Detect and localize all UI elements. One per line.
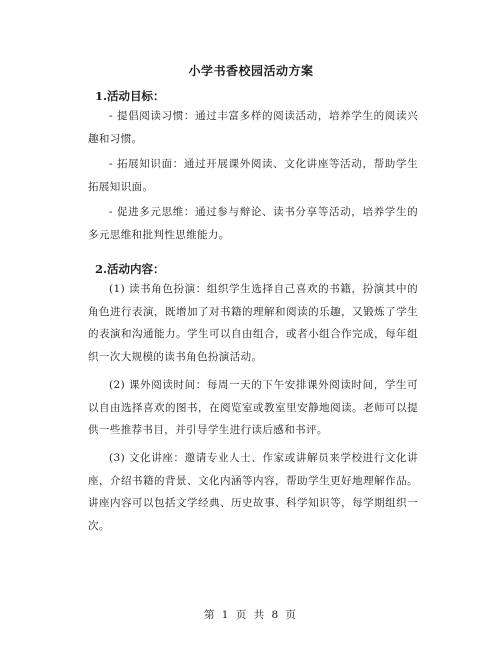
- section-heading-goals: 1.活动目标：: [95, 89, 165, 103]
- paragraph-reading-time: (2) 课外阅读时间：每周一天的下午安排课外阅读时间，学生可以自由选择喜欢的图书，在阅览室或教室里安静地阅读。老师可以提供一些推荐书目，并引导学生进行读后感和书评。: [88, 379, 418, 436]
- paragraph-reading-habit: - 提倡阅读习惯：通过丰富多样的阅读活动，培养学生的阅读兴趣和习惯。: [88, 110, 418, 145]
- document-title: 小学书香校园活动方案: [188, 64, 314, 78]
- paragraph-role-play: (1) 读书角色扮演：组织学生选择自己喜欢的书籍，扮演其中的角色进行表演，既增加了对书籍的理解和阅读的乐趣，又锻炼了学生的表演和沟通能力。学生可以自由组合，或者小组合作完成，每年组织一次大规模的读书角色扮演活动。: [88, 283, 418, 363]
- page-footer: 第 1 页 共 8 页: [203, 609, 299, 621]
- section-heading-content: 2.活动内容：: [95, 262, 165, 276]
- paragraph-culture-lecture: (3) 文化讲座：邀请专业人士、作家或讲解员来学校进行文化讲座，介绍书籍的背景、文化内涵等内容，帮助学生更好地理解作品。讲座内容可以包括文学经典、历史故事、科学知识等，每学期组织一次。: [88, 452, 418, 532]
- paragraph-expand-knowledge: - 拓展知识面：通过开展课外阅读、文化讲座等活动，帮助学生拓展知识面。: [88, 158, 418, 193]
- paragraph-diverse-thinking: - 促进多元思维：通过参与辩论、读书分享等活动，培养学生的多元思维和批判性思维能力。: [88, 206, 418, 241]
